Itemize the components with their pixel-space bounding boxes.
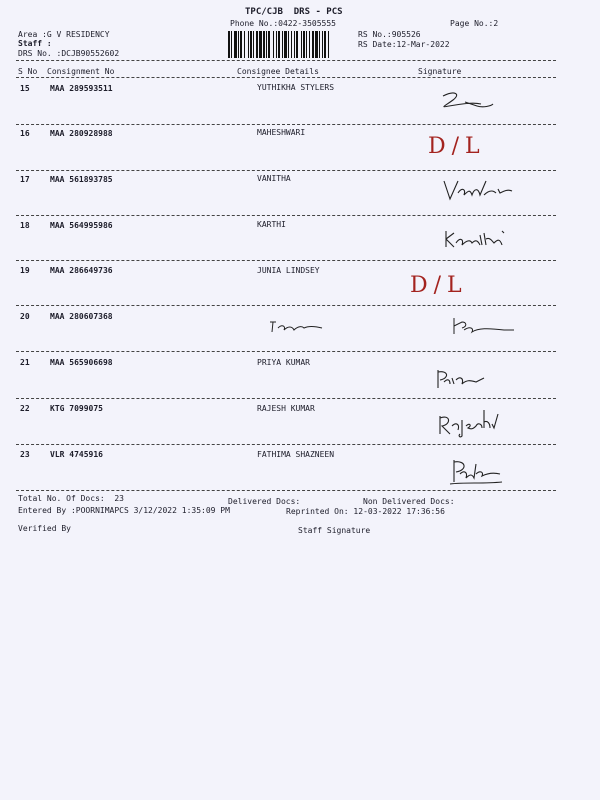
row-consignment: MAA 286649736: [50, 266, 113, 275]
row-consignee: JUNIA LINDSEY: [257, 266, 320, 275]
row-consignee: FATHIMA SHAZNEEN: [257, 450, 335, 459]
col-consignee: Consignee Details: [237, 67, 319, 76]
divider: [16, 60, 556, 61]
row-consignment: MAA 280928988: [50, 129, 113, 138]
row-sno: 17: [20, 175, 30, 184]
row-divider: [16, 124, 556, 125]
row-consignee: MAHESHWARI: [257, 128, 306, 137]
signature-image: [440, 175, 515, 205]
row-divider: [16, 444, 556, 445]
page-number: Page No.:2: [450, 19, 499, 28]
signature-image: [446, 456, 506, 488]
staff-signature: Staff Signature: [298, 526, 371, 535]
drs-number: DRS No. :DCJB90552602: [18, 49, 120, 58]
delivered-docs: Delivered Docs:: [228, 497, 301, 506]
entered-by: Entered By :POORNIMAPCS 3/12/2022 1:35:09 PM: [18, 506, 230, 515]
row-consignment: KTG 7099075: [50, 404, 103, 413]
total-docs: Total No. Of Docs: 23: [18, 494, 124, 503]
row-divider: [16, 260, 556, 261]
area-label: Area :G V RESIDENCY: [18, 30, 110, 39]
verified-by: Verified By: [18, 524, 71, 533]
signature-image: [432, 366, 492, 394]
row-divider: [16, 351, 556, 352]
row-consignee: VANITHA: [257, 174, 291, 183]
row-sno: 23: [20, 450, 30, 459]
reprinted-on: Reprinted On: 12-03-2022 17:36:56: [286, 507, 445, 516]
row-sno: 16: [20, 129, 30, 138]
row-consignee: KARTHI: [257, 220, 286, 229]
row-sno: 19: [20, 266, 30, 275]
row-sno: 18: [20, 221, 30, 230]
row-consignee: PRIYA KUMAR: [257, 358, 310, 367]
row-sno: 20: [20, 312, 30, 321]
divider: [16, 77, 556, 78]
staff-label: Staff :: [18, 39, 52, 48]
phone-number: Phone No.:0422-3505555: [230, 19, 336, 28]
col-consignment: Consignment No: [47, 67, 115, 76]
barcode: [228, 31, 354, 58]
row-sno: 22: [20, 404, 30, 413]
row-divider: [16, 398, 556, 399]
row-divider: [16, 490, 556, 491]
customer-scribble: [268, 318, 328, 338]
signature-image: [448, 314, 518, 340]
dl-mark: D/L: [428, 134, 486, 159]
rs-date: RS Date:12-Mar-2022: [358, 40, 450, 49]
row-consignment: MAA 561893785: [50, 175, 113, 184]
row-divider: [16, 170, 556, 171]
col-signature: Signature: [418, 67, 462, 76]
row-consignment: MAA 280607368: [50, 312, 113, 321]
signature-image: [442, 225, 512, 255]
row-sno: 21: [20, 358, 30, 367]
row-divider: [16, 305, 556, 306]
row-consignment: VLR 4745916: [50, 450, 103, 459]
signature-image: [435, 88, 495, 118]
document-title: TPC/CJB DRS - PCS: [245, 7, 343, 17]
dl-mark: D/L: [410, 273, 468, 298]
non-delivered-docs: Non Delivered Docs:: [363, 497, 455, 506]
signature-image: [436, 406, 506, 440]
col-sno: S No: [18, 67, 38, 76]
row-consignee: RAJESH KUMAR: [257, 404, 315, 413]
row-consignment: MAA 289593511: [50, 84, 113, 93]
row-divider: [16, 215, 556, 216]
row-consignee: YUTHIKHA STYLERS: [257, 83, 335, 92]
row-sno: 15: [20, 84, 30, 93]
row-consignment: MAA 564995986: [50, 221, 113, 230]
row-consignment: MAA 565906698: [50, 358, 113, 367]
rs-number: RS No.:905526: [358, 30, 421, 39]
